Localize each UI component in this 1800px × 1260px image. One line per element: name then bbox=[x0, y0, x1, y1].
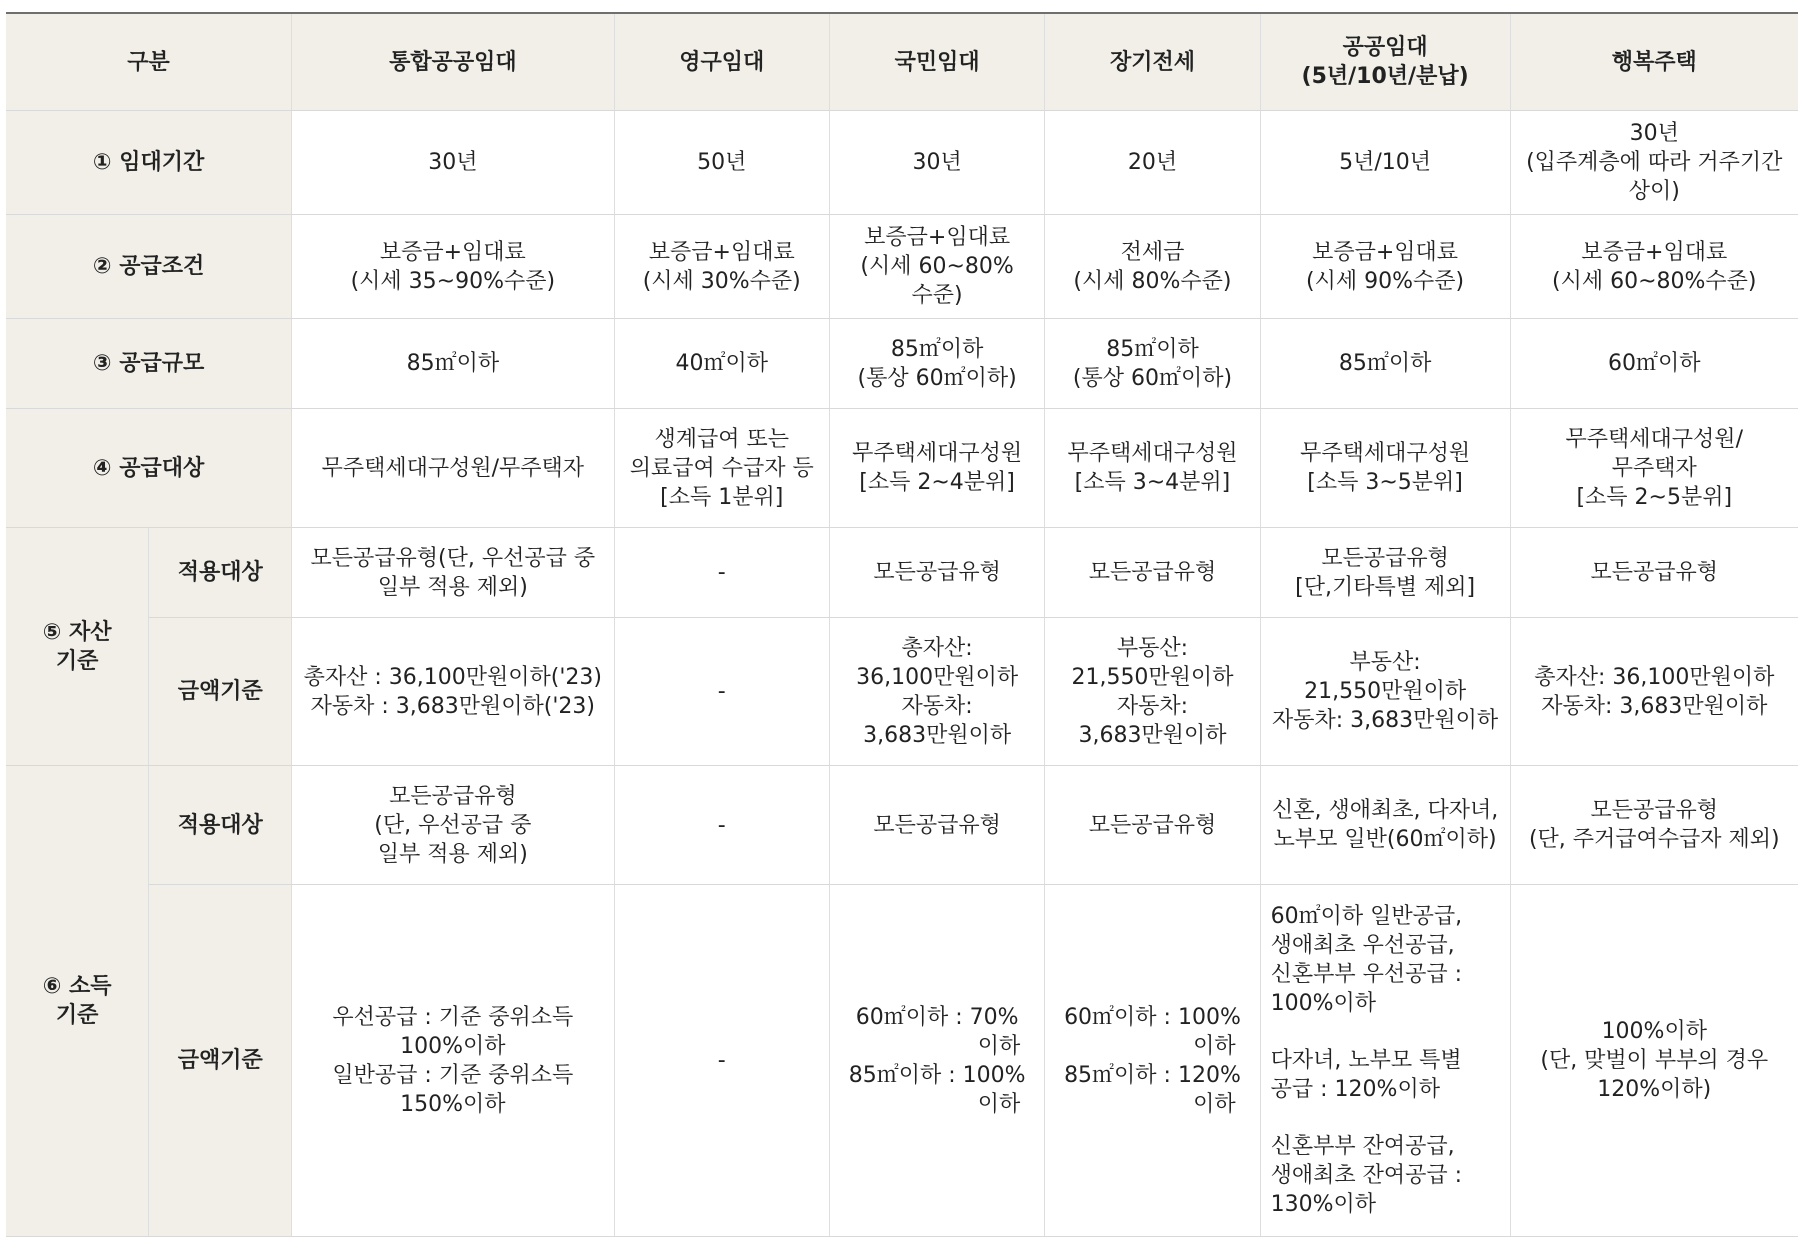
row-income-applies bbox=[6, 766, 1798, 885]
paragraph-gap bbox=[1271, 1104, 1500, 1132]
cell: 총자산: 36,100만원이하 자동차: 3,683만원이하 bbox=[829, 618, 1044, 766]
cell: 50년 bbox=[614, 111, 829, 215]
cell: 보증금+임대료 (시세 30%수준) bbox=[614, 215, 829, 319]
cell-income-integrated bbox=[292, 885, 614, 1237]
header-type: 통합공공임대 bbox=[292, 13, 614, 111]
cell: 모든공급유형 bbox=[1045, 528, 1260, 618]
sub-label: 적용대상 bbox=[149, 766, 292, 885]
income-line: 우선공급 : 기준 중위소득 bbox=[332, 1004, 574, 1030]
row-income-amount bbox=[6, 885, 1798, 1237]
header-type: 장기전세 bbox=[1045, 13, 1260, 111]
cell: 85㎡이하 bbox=[292, 319, 614, 409]
income-line: 85㎡이하 : 100% bbox=[848, 1062, 1026, 1088]
group-label-asset: ⑤ 자산 기준 bbox=[6, 528, 149, 766]
row-condition bbox=[6, 215, 1798, 319]
cell: 부동산: 21,550만원이하 자동차: 3,683만원이하 bbox=[1045, 618, 1260, 766]
cell: 보증금+임대료 (시세 60~80%수준) bbox=[1510, 215, 1798, 319]
cell-income-public bbox=[1260, 885, 1510, 1237]
income-paragraph: 신혼부부 잔여공급, 생애최초 잔여공급 : 130%이하 bbox=[1270, 1134, 1463, 1217]
income-line: 이하 bbox=[977, 1091, 1021, 1117]
cell: 5년/10년 bbox=[1260, 111, 1510, 215]
income-paragraph: 다자녀, 노부모 특별 공급 : 120%이하 bbox=[1270, 1048, 1462, 1102]
cell: - bbox=[614, 618, 829, 766]
cell: 부동산: 21,550만원이하 자동차: 3,683만원이하 bbox=[1260, 618, 1510, 766]
cell: 100%이하 (단, 맞벌이 부부의 경우 120%이하) bbox=[1510, 885, 1798, 1237]
cell: 생계급여 또는 의료급여 수급자 등[소득 1분위] bbox=[614, 409, 829, 528]
income-line: 이하 bbox=[1193, 1033, 1236, 1059]
header-type: 공공임대 (5년/10년/분납) bbox=[1260, 13, 1510, 111]
cell: 30년 (입주계층에 따라 거주기간 상이) bbox=[1510, 111, 1798, 215]
cell: 무주택세대구성원/ 무주택자 [소득 2~5분위] bbox=[1510, 409, 1798, 528]
row-asset-amount bbox=[6, 618, 1798, 766]
group-label-income: ⑥ 소득 기준 bbox=[6, 766, 149, 1237]
income-line: 100%이하 bbox=[400, 1033, 506, 1059]
income-line: 150%이하 bbox=[400, 1091, 506, 1117]
paragraph-gap bbox=[1271, 1018, 1500, 1046]
cell: 20년 bbox=[1045, 111, 1260, 215]
cell: 40㎡이하 bbox=[614, 319, 829, 409]
cell: 모든공급유형 [단,기타특별 제외] bbox=[1260, 528, 1510, 618]
row-scale bbox=[6, 319, 1798, 409]
cell: 60㎡이하 bbox=[1510, 319, 1798, 409]
cell: 모든공급유형 (단, 우선공급 중 일부 적용 제외) bbox=[292, 766, 614, 885]
row-asset-applies bbox=[6, 528, 1798, 618]
cell: 총자산 : 36,100만원이하('23) 자동차 : 3,683만원이하('23) bbox=[292, 618, 614, 766]
housing-comparison-table bbox=[6, 12, 1798, 1237]
cell: - bbox=[614, 885, 829, 1237]
cell: 30년 bbox=[292, 111, 614, 215]
cell: 85㎡이하 bbox=[1260, 319, 1510, 409]
cell: 보증금+임대료 (시세 90%수준) bbox=[1260, 215, 1510, 319]
cell: 전세금 (시세 80%수준) bbox=[1045, 215, 1260, 319]
row-label: ② 공급조건 bbox=[6, 215, 292, 319]
cell: 무주택세대구성원 [소득 3~5분위] bbox=[1260, 409, 1510, 528]
cell: 모든공급유형 bbox=[1045, 766, 1260, 885]
cell: 85㎡이하 (통상 60㎡이하) bbox=[829, 319, 1044, 409]
income-line: 60㎡이하 : 100% bbox=[1064, 1004, 1241, 1030]
header-type: 국민임대 bbox=[829, 13, 1044, 111]
cell-income-national bbox=[829, 885, 1044, 1237]
cell: 30년 bbox=[829, 111, 1044, 215]
header-row bbox=[6, 13, 1798, 111]
cell: 보증금+임대료 (시세 35~90%수준) bbox=[292, 215, 614, 319]
income-line: 이하 bbox=[977, 1033, 1021, 1059]
cell: 무주택세대구성원 [소득 2~4분위] bbox=[829, 409, 1044, 528]
header-type: 행복주택 bbox=[1510, 13, 1798, 111]
row-label: ③ 공급규모 bbox=[6, 319, 292, 409]
cell: 모든공급유형 bbox=[1510, 528, 1798, 618]
row-label: ① 임대기간 bbox=[6, 111, 292, 215]
sub-label: 적용대상 bbox=[149, 528, 292, 618]
cell: 무주택세대구성원 [소득 3~4분위] bbox=[1045, 409, 1260, 528]
cell: - bbox=[614, 528, 829, 618]
cell: 무주택세대구성원/무주택자 bbox=[292, 409, 614, 528]
cell: 모든공급유형 bbox=[829, 766, 1044, 885]
income-paragraph: 60㎡이하 일반공급, 생애최초 우선공급, 신혼부부 우선공급 : 100%이하 bbox=[1270, 904, 1463, 1016]
cell-income-jeonse bbox=[1045, 885, 1260, 1237]
header-category: 구분 bbox=[6, 13, 292, 111]
cell: 모든공급유형 (단, 주거급여수급자 제외) bbox=[1510, 766, 1798, 885]
income-line: 일반공급 : 기준 중위소득 bbox=[332, 1062, 574, 1088]
cell: 총자산: 36,100만원이하 자동차: 3,683만원이하 bbox=[1510, 618, 1798, 766]
sub-label: 금액기준 bbox=[149, 885, 292, 1237]
cell: 모든공급유형 bbox=[829, 528, 1044, 618]
cell: 보증금+임대료 (시세 60~80%수준) bbox=[829, 215, 1044, 319]
income-line: 이하 bbox=[1193, 1091, 1236, 1117]
row-label: ④ 공급대상 bbox=[6, 409, 292, 528]
sub-label: 금액기준 bbox=[149, 618, 292, 766]
header-type: 영구임대 bbox=[614, 13, 829, 111]
row-target bbox=[6, 409, 1798, 528]
cell: - bbox=[614, 766, 829, 885]
income-line: 85㎡이하 : 120% bbox=[1064, 1062, 1241, 1088]
row-period bbox=[6, 111, 1798, 215]
income-line: 60㎡이하 : 70% bbox=[855, 1004, 1019, 1030]
cell: 신혼, 생애최초, 다자녀,노부모 일반(60㎡이하) bbox=[1260, 766, 1510, 885]
cell: 모든공급유형(단, 우선공급 중 일부 적용 제외) bbox=[292, 528, 614, 618]
cell: 85㎡이하 (통상 60㎡이하) bbox=[1045, 319, 1260, 409]
